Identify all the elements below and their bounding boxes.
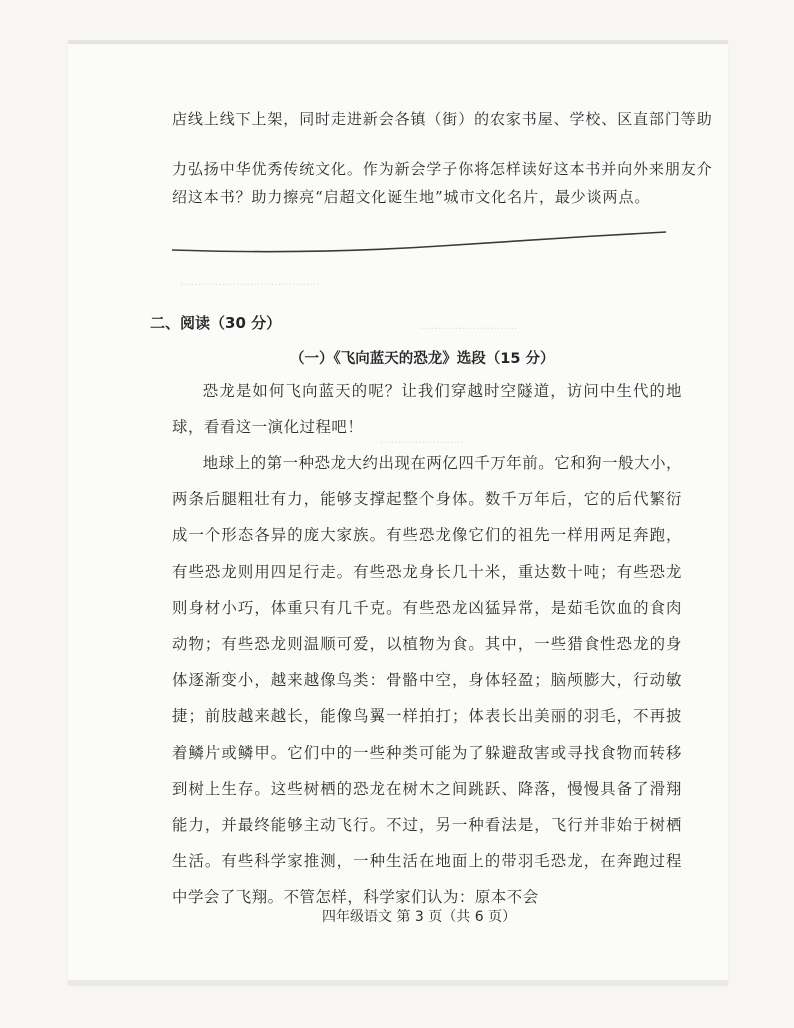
page-bottom-edge [68, 980, 728, 986]
reading-paragraph-1: 恐龙是如何飞向蓝天的呢？让我们穿越时空隧道，访问中生代的地球，看看这一演化过程吧！ [172, 382, 682, 437]
bleed-through-text: ························ [380, 436, 464, 449]
question-text-line-2: 力弘扬中华优秀传统文化。作为新会学子你将怎样读好这本书并向外来朋友介 [172, 160, 713, 178]
bleed-through-text: ···························· [420, 322, 518, 335]
answer-writing-line[interactable] [170, 226, 670, 260]
section-title: 二、阅读（30 分） [150, 314, 282, 332]
page-footer: 四年级语文 第 3 页（共 6 页） [322, 909, 517, 925]
subsection-title: （一）《飞向蓝天的恐龙》选段（15 分） [290, 351, 555, 367]
bleed-through-text: ········································ [180, 278, 320, 291]
question-text-line-1: 店线上线下上架，同时走进新会各镇（街）的农家书屋、学校、区直部门等助 [172, 110, 713, 128]
reading-paragraph-2: 地球上的第一种恐龙大约出现在两亿四千万年前。它和狗一般大小，两条后腿粗壮有力，能够支撑起整个身体。数千万年后，它的后代繁衍成一个形态各异的庞大家族。有些恐龙像它们的祖先一样用两足奔跑，有些恐龙则用四足行走。有些恐龙身长几十米，重达数十吨；有些恐龙则身材小巧，体重只有几千克。有些恐龙凶猛异常，是茹毛饮血的食肉动物；有些恐龙则温顺可爱，以植物为食。其中，一些猎食性恐龙的身体逐渐变小，越来越像鸟类：骨骼中空，身体轻盈；脑颅膨大，行动敏捷；前肢越来越长，能像鸟翼一样拍打；体表长出美丽的羽毛，不再披着鳞片或鳞甲。它们中的一些种类可能为了躲避敌害或寻找食物而转移到树上生存。这些树栖的恐龙在树木之间跳跃、降落，慢慢具备了滑翔能力，并最终能够主动飞行。不过，另一种看法是，飞行并非始于树栖生活。有些科学家推测，一种生活在地面上的带羽毛恐龙，在奔跑过程中学会了飞翔。不管怎样，科学家们认为：原本不会 [172, 454, 682, 907]
question-text-line-3: 绍这本书？助力擦亮“启超文化诞生地”城市文化名片，最少谈两点。 [172, 188, 651, 206]
